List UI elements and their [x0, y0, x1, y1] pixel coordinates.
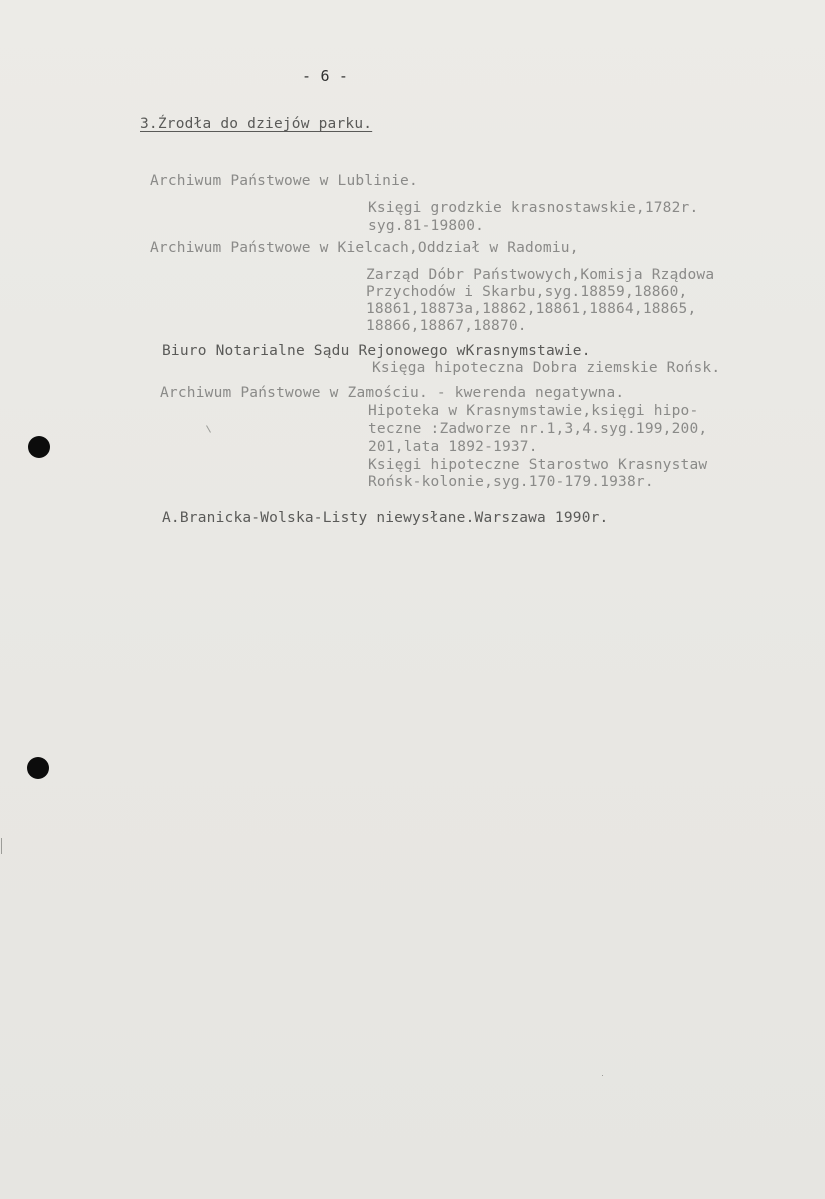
entry-line: Księga hipoteczna Dobra ziemskie Rońsk.	[372, 360, 721, 376]
entry-line: syg.81-19800.	[368, 218, 485, 234]
entry-line: Rońsk-kolonie,syg.170-179.1938r.	[368, 474, 654, 490]
entry-line: Przychodów i Skarbu,syg.18859,18860,	[366, 284, 688, 300]
entry-line: teczne :Zadworze nr.1,3,4.syg.199,200,	[368, 421, 708, 437]
scan-mark	[602, 1075, 603, 1076]
archive-kielce: Archiwum Państwowe w Kielcach,Oddział w Radomiu,	[150, 240, 579, 256]
entry-line: Księgi hipoteczne Starostwo Krasnystaw	[368, 457, 708, 473]
punch-hole-top	[28, 436, 50, 458]
entry-line: Zarząd Dóbr Państwowych,Komisja Rządowa	[366, 267, 715, 283]
entry-line: 18861,18873a,18862,18861,18864,18865,	[366, 301, 697, 317]
archive-zamosc: Archiwum Państwowe w Zamościu. - kwerenda negatywna.	[160, 385, 625, 401]
scan-mark	[1, 838, 2, 854]
entry-line: Księgi grodzkie krasnostawskie,1782r.	[368, 200, 699, 216]
entry-line: 201,lata 1892-1937.	[368, 439, 538, 455]
bibliography-entry: A.Branicka-Wolska-Listy niewysłane.Warszawa 1990r.	[162, 510, 609, 526]
entry-line: 18866,18867,18870.	[366, 318, 527, 334]
section-title: 3.Źrodła do dziejów parku.	[140, 116, 373, 132]
archive-lublin: Archiwum Państwowe w Lublinie.	[150, 173, 418, 189]
archive-biuro-notarialne: Biuro Notarialne Sądu Rejonowego wKrasnymstawie.	[162, 343, 591, 359]
punch-hole-bottom	[27, 757, 49, 779]
page-number: - 6 -	[302, 67, 349, 85]
scan-mark	[206, 425, 211, 432]
entry-line: Hipoteka w Krasnymstawie,księgi hipo-	[368, 403, 699, 419]
